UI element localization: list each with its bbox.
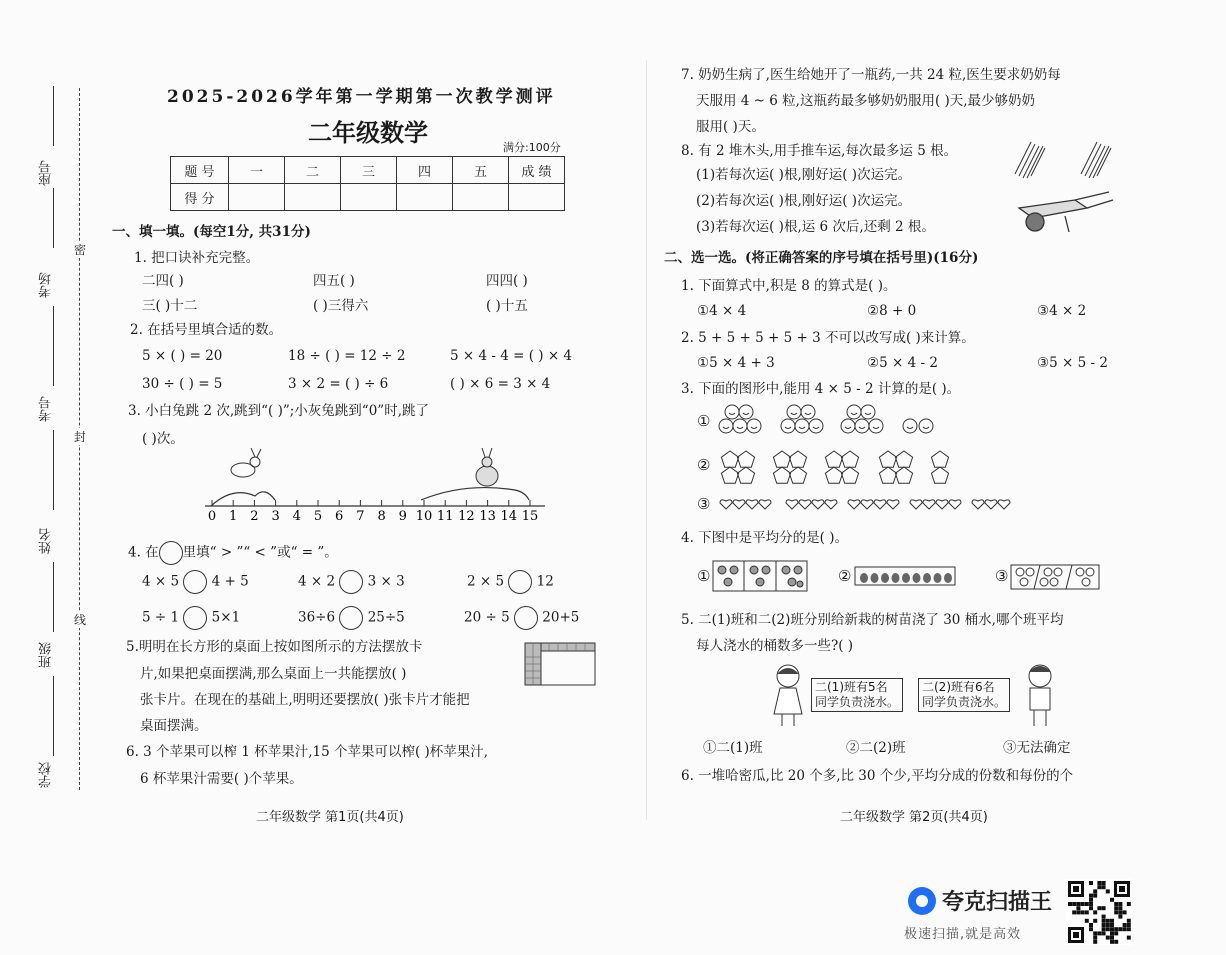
- s2q5-option[interactable]: ②二(2)班: [846, 740, 906, 756]
- pentagon-icon: [879, 467, 896, 483]
- seal-char-mi: 密: [74, 243, 87, 257]
- number-line-label: 13: [479, 509, 496, 524]
- s2q2-option[interactable]: ②5 × 4 - 2: [867, 355, 938, 371]
- q1-title: 1. 把口诀补充完整。: [134, 250, 260, 266]
- q7-line1: 7. 奶奶生病了,医生给她开了一瓶药,一共 24 粒,医生要求奶奶每: [681, 67, 1061, 83]
- compare-circle[interactable]: [183, 606, 207, 630]
- smiley-icon: [801, 405, 815, 419]
- q4-compare: 4 × 5 4 + 5: [142, 570, 249, 594]
- pineapple-icon: [934, 573, 942, 583]
- exam-title: 2025-2026学年第一学期第一次教学测评: [167, 87, 556, 107]
- number-line-figure: [195, 448, 555, 528]
- smiley-icon: [719, 419, 733, 433]
- white-rabbit-icon: [231, 448, 261, 477]
- number-line-label: 6: [335, 509, 344, 524]
- score-cell: 三: [341, 157, 397, 184]
- q4-title-pre: 4. 在: [128, 544, 159, 561]
- score-table-header-row: [171, 157, 565, 184]
- qr-code-icon: [1066, 879, 1132, 945]
- number-line-label: 4: [292, 509, 301, 524]
- pentagon-icon: [789, 451, 806, 467]
- q3-text-line1: 3. 小白兔跳 2 次,跳到“( )”;小灰兔跳到“0”时,跳了: [128, 403, 429, 419]
- s2q4-mark[interactable]: ②: [838, 567, 852, 585]
- pineapple-icon: [892, 573, 900, 583]
- q7-line2[interactable]: 天服用 4 ~ 6 粒,这瓶药最多够奶奶服用( )天,最少够奶奶: [696, 93, 1036, 109]
- binding-label-seat: 座号: [39, 160, 54, 186]
- pentagon-icon: [895, 451, 912, 467]
- q4-compare: 4 × 2 3 × 3: [298, 570, 405, 594]
- heart-icon: [972, 500, 984, 509]
- pineapple-icon: [923, 573, 931, 583]
- pentagon-icon: [931, 451, 948, 467]
- speech-bubble-class2: 二(2)班有6名 同学负责浇水。: [918, 678, 1010, 712]
- pentagon-icon: [773, 467, 790, 483]
- score-cell: 四: [397, 157, 453, 184]
- score-cell: 题 号: [171, 157, 229, 184]
- quark-logo-icon: [906, 885, 938, 917]
- number-line-label: 11: [436, 509, 454, 524]
- heart-icon: [910, 500, 922, 509]
- fruit-box-3-icon: [1010, 564, 1102, 590]
- score-cell: 五: [453, 157, 509, 184]
- q4-compare: 36÷6 25÷5: [298, 606, 405, 630]
- q1-blank[interactable]: ( )十五: [486, 298, 528, 314]
- q8-line2[interactable]: (1)若每次运( )根,刚好运( )次运完。: [696, 167, 912, 183]
- score-table: [170, 156, 565, 211]
- s2q2-text[interactable]: 2. 5 + 5 + 5 + 5 + 3 不可以改写成( )来计算。: [681, 330, 975, 346]
- seal-char-feng: 封: [74, 430, 87, 444]
- smiley-icon: [747, 419, 761, 433]
- wood-and-cart-figure: [1005, 138, 1121, 234]
- s2q1-option[interactable]: ③4 × 2: [1037, 303, 1087, 319]
- number-line-label: 1: [229, 509, 238, 524]
- heart-icon: [786, 500, 798, 509]
- q3-text-line2[interactable]: ( )次。: [142, 431, 184, 447]
- smiley-icon: [869, 419, 883, 433]
- q2-title: 2. 在括号里填合适的数。: [130, 322, 283, 338]
- number-line-label: 5: [313, 509, 323, 524]
- q2-blank[interactable]: 5 × ( ) = 20: [142, 348, 223, 364]
- brand-name: 夸克扫描王: [942, 890, 1053, 915]
- heart-icon: [825, 500, 837, 509]
- pentagon-icon: [825, 467, 842, 483]
- card-table-figure: [524, 642, 596, 686]
- q5-line2[interactable]: 片,如果把桌面摆满,那么桌面上一共能摆放( ): [140, 666, 407, 682]
- page-divider: [646, 60, 647, 820]
- s2q5-option[interactable]: ①二(1)班: [703, 740, 763, 756]
- pineapple-icon: [881, 573, 889, 583]
- wheelbarrow-icon: [1019, 192, 1113, 232]
- pentagon-icon: [737, 467, 754, 483]
- score-cell: 得 分: [171, 184, 229, 211]
- pentagon-icon: [825, 451, 842, 467]
- s2q4-mark[interactable]: ①: [697, 567, 711, 585]
- q6-line2[interactable]: 6 杯苹果汁需要( )个苹果。: [140, 771, 303, 787]
- s2q2-option[interactable]: ①5 × 4 + 3: [697, 355, 775, 371]
- score-input-cell[interactable]: [229, 184, 285, 211]
- section1-title: 一、填一填。(每空1分, 共31分): [112, 224, 311, 240]
- smiley-icon: [809, 419, 823, 433]
- score-input-cell[interactable]: [341, 184, 397, 211]
- page2-footer: 二年级数学 第2页(共4页): [840, 810, 988, 825]
- q7-line3[interactable]: 服用( )天。: [696, 119, 765, 135]
- q1-blank[interactable]: 二四( ): [142, 273, 184, 289]
- pentagon-icon: [721, 451, 738, 467]
- q4-compare: 20 ÷ 5 20+5: [464, 606, 579, 630]
- s2q6-text: 6. 一堆哈密瓜,比 20 个多,比 30 个少,平均分成的份数和每份的个: [681, 768, 1074, 784]
- pentagon-icon: [895, 467, 912, 483]
- pineapple-icon: [871, 573, 879, 583]
- score-cell: 一: [229, 157, 285, 184]
- smiley-icon: [733, 419, 747, 433]
- q4-compare: 5 ÷ 1 5×1: [142, 606, 240, 630]
- pentagon-icon: [737, 451, 754, 467]
- smiley-icon: [903, 419, 917, 433]
- heart-icon: [733, 500, 745, 509]
- binding-label-exam-no: 考号: [39, 396, 54, 422]
- fruit-box-2-icon: [854, 566, 958, 588]
- pentagon-icon: [931, 467, 948, 483]
- wood-pile-icon: [1015, 142, 1111, 178]
- number-line-label: 0: [207, 509, 217, 524]
- s2q4-text[interactable]: 4. 下图中是平均分的是( )。: [681, 530, 848, 546]
- score-input-cell[interactable]: [509, 184, 565, 211]
- binding-label-class: 班级: [39, 642, 54, 668]
- q8-line3[interactable]: (2)若每次运( )根,刚好运( )次运完。: [696, 193, 912, 209]
- q5-line4: 桌面摆满。: [140, 718, 208, 734]
- smiley-icon: [787, 405, 801, 419]
- number-line-label: 7: [356, 509, 365, 524]
- score-cell: 二: [285, 157, 341, 184]
- q4-title: [128, 541, 338, 565]
- number-line-label: 2: [250, 509, 259, 524]
- section2-title: 二、选一选。(将正确答案的序号填在括号里)(16分): [664, 250, 979, 266]
- q4-compare: 2 × 5 12: [467, 570, 554, 594]
- heart-icon: [985, 500, 997, 509]
- s2q5-line1: 5. 二(1)班和二(2)班分别给新栽的树苗浇了 30 桶水,哪个班平均: [681, 612, 1064, 628]
- q1-blank[interactable]: 四五( ): [313, 273, 355, 289]
- q1-blank[interactable]: 三( )十二: [142, 298, 198, 314]
- smiley-icon: [855, 419, 869, 433]
- speech-bubble-class1: 二(1)班有5名 同学负责浇水。: [811, 678, 903, 712]
- q4-title-post: 里填“ > ”“ < ”或“ = ”。: [182, 544, 338, 561]
- heart-icon: [720, 500, 732, 509]
- q8-line4[interactable]: (3)若每次运( )根,运 6 次后,还剩 2 根。: [696, 219, 935, 235]
- q2-blank[interactable]: ( ) × 6 = 3 × 4: [450, 376, 551, 392]
- pineapple-icon: [944, 573, 952, 583]
- s2q1-option[interactable]: ①4 × 4: [697, 303, 747, 319]
- q2-blank[interactable]: 30 ÷ ( ) = 5: [142, 376, 223, 392]
- subject-title: 二年级数学: [308, 118, 428, 147]
- binding-label-name: 姓名: [39, 528, 54, 554]
- heart-icon: [887, 500, 899, 509]
- compare-circle[interactable]: [514, 606, 538, 630]
- smiley-icon: [919, 419, 933, 433]
- pineapple-icon: [902, 573, 910, 583]
- q5-line3[interactable]: 张卡片。在现在的基础上,明明还要摆放( )张卡片才能把: [140, 692, 470, 708]
- brand-slogan: 极速扫描,就是高效: [904, 927, 1022, 942]
- s2q3-mark[interactable]: ③: [697, 495, 711, 513]
- pentagon-icon: [721, 467, 738, 483]
- smiley-icon: [781, 419, 795, 433]
- heart-icon: [812, 500, 824, 509]
- heart-icon: [936, 500, 948, 509]
- q2-blank[interactable]: 3 × 2 = ( ) ÷ 6: [288, 376, 389, 392]
- number-line-label: 12: [458, 509, 475, 524]
- page1-footer: 二年级数学 第1页(共4页): [256, 810, 404, 825]
- smiley-icon: [861, 405, 875, 419]
- shape-groups-figure: [714, 402, 1014, 518]
- compare-circle[interactable]: [508, 570, 532, 594]
- seal-char-xian: 线: [74, 613, 87, 627]
- q2-blank[interactable]: 5 × 4 - 4 = ( ) × 4: [450, 348, 573, 364]
- score-input-cell[interactable]: [397, 184, 453, 211]
- number-line-label: 3: [271, 509, 280, 524]
- pentagon-icon: [841, 451, 858, 467]
- full-score: 满分:100分: [503, 141, 561, 154]
- q8-line1: 8. 有 2 堆木头,用手推车运,每次最多运 5 根。: [681, 143, 958, 159]
- boy-icon: [1020, 662, 1060, 728]
- q1-blank[interactable]: 四四( ): [486, 273, 528, 289]
- fruit-box-1-icon: [712, 560, 812, 594]
- heart-icon: [861, 500, 873, 509]
- q5-line1: 5.明明在长方形的桌面上按如图所示的方法摆放卡: [126, 639, 423, 655]
- compare-circle[interactable]: [183, 570, 207, 594]
- smiley-icon: [739, 405, 753, 419]
- number-line-label: 14: [500, 509, 518, 524]
- s2q5-line2[interactable]: 每人浇水的桶数多一些?( ): [696, 638, 854, 654]
- heart-icon: [799, 500, 811, 509]
- q1-blank[interactable]: ( )三得六: [313, 298, 369, 314]
- circle-blank-icon: [159, 541, 183, 565]
- heart-icon: [923, 500, 935, 509]
- number-line-label: 10: [415, 509, 433, 524]
- smiley-icon: [795, 419, 809, 433]
- pineapple-icon: [860, 573, 868, 583]
- binding-label-room: 考场: [39, 272, 54, 298]
- s2q5-option[interactable]: ③无法确定: [1003, 740, 1071, 756]
- score-table-score-row: [171, 184, 565, 211]
- heart-icon: [759, 500, 771, 509]
- heart-icon: [998, 500, 1010, 509]
- smiley-icon: [841, 419, 855, 433]
- q2-blank[interactable]: 18 ÷ ( ) = 12 ÷ 2: [288, 348, 406, 364]
- smiley-icon: [725, 405, 739, 419]
- score-cell: 成 绩: [509, 157, 565, 184]
- heart-icon: [874, 500, 886, 509]
- s2q1-text[interactable]: 1. 下面算式中,积是 8 的算式是( )。: [681, 278, 897, 294]
- binding-label-school: 学校: [39, 762, 54, 788]
- s2q2-option[interactable]: ③5 × 5 - 2: [1037, 355, 1108, 371]
- s2q3-text[interactable]: 3. 下面的图形中,能用 4 × 5 - 2 计算的是( )。: [681, 381, 961, 397]
- s2q3-mark[interactable]: ①: [697, 412, 711, 430]
- s2q1-option[interactable]: ②8 + 0: [867, 303, 917, 319]
- gray-rabbit-icon: [476, 448, 498, 486]
- girl-icon: [768, 662, 808, 728]
- heart-icon: [746, 500, 758, 509]
- pentagon-icon: [773, 451, 790, 467]
- pentagon-icon: [789, 467, 806, 483]
- smiley-icon: [847, 405, 861, 419]
- pentagon-icon: [841, 467, 858, 483]
- number-line-label: 8: [377, 509, 386, 524]
- number-line-label: 9: [398, 509, 407, 524]
- compare-circle[interactable]: [339, 570, 363, 594]
- s2q3-mark[interactable]: ②: [697, 456, 711, 474]
- heart-icon: [949, 500, 961, 509]
- q6-line1[interactable]: 6. 3 个苹果可以榨 1 杯苹果汁,15 个苹果可以榨( )杯苹果汁,: [126, 744, 489, 760]
- score-input-cell[interactable]: [285, 184, 341, 211]
- heart-icon: [848, 500, 860, 509]
- compare-circle[interactable]: [339, 606, 363, 630]
- pentagon-icon: [879, 451, 896, 467]
- pineapple-icon: [913, 573, 921, 583]
- score-input-cell[interactable]: [453, 184, 509, 211]
- number-line-label: 15: [521, 509, 539, 524]
- s2q4-mark[interactable]: ③: [995, 567, 1009, 585]
